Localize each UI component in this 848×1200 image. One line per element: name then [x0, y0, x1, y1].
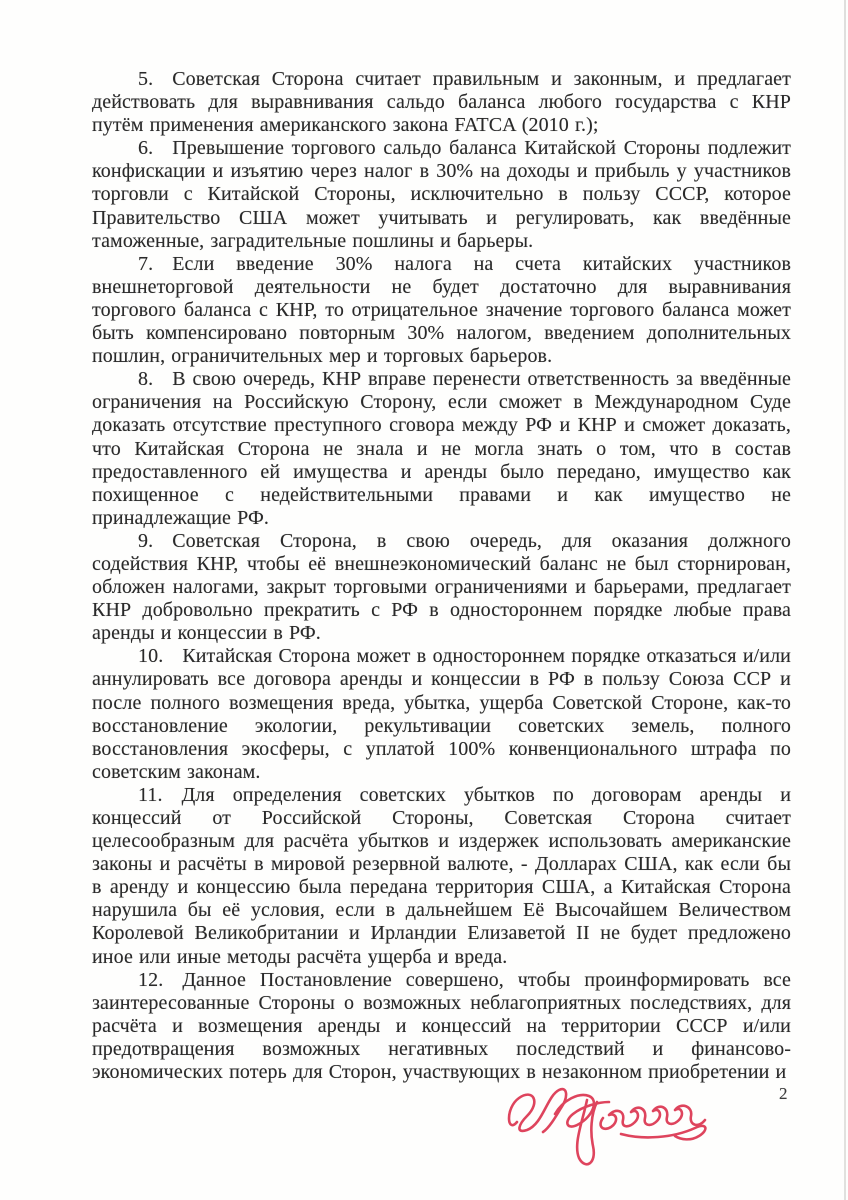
paragraph-text: Если введение 30% налога на счета китайских участников внешнеторговой деятельности не будет достаточно для выравнивания торгового баланса с КНР, то отрицательное значение торгового баланса может быть компенсировано повторным 30% налогом, введением дополнительных пошлин, ограничительных мер и торговых барьеров. [92, 252, 791, 368]
paragraph-text: В свою очередь, КНР вправе перенести ответственность за введённые ограничения на Российскую Сторону, если сможет в Международном Суде доказать отсутствие преступного сговора между РФ и КНР и сможет доказать, что Китайская Сторона не знала и не могла знать о том, что в состав предоставленного ей имущества и аренды было передано, имущество как похищенное с недействительными правами и как имущество не принадлежащие РФ. [92, 368, 791, 529]
paragraph-number: 5. [138, 68, 154, 90]
handwritten-signature [503, 1080, 721, 1172]
paragraph-number: 8. [138, 368, 154, 391]
paragraph-text: Превышение торгового сальдо баланса Китайской Стороны подлежит конфискации и изъятию через налог в 30% на доходы и прибыль у участников торговли с Китайской Стороны, исключительно в пользу СССР, которое Правительство США может учитывать и регулировать, как введённые таможенные, заградительные пошлины и барьеры. [92, 137, 791, 252]
paragraph-number: 11. [138, 783, 163, 806]
paragraph-text: Китайская Сторона может в одностороннем порядке отказаться и/или аннулировать все договора аренды и концессии в РФ в пользу Союза ССР и после полного возмещения вреда, убытка, ущерба Советской Стороне, как-то восстановление экологии, рекультивации советских земель, полного восстановления экосферы, с уплатой 100% конвенционального штрафа по советским законам. [92, 645, 791, 783]
document-body [92, 68, 791, 1084]
paragraph [92, 784, 791, 969]
paragraph-number: 6. [138, 137, 154, 160]
paragraph [92, 68, 791, 137]
scan-edge-line [844, 0, 846, 1200]
paragraph [92, 253, 791, 368]
paragraph-text: Советская Сторона считает правильным и законным, и предлагает действовать для выравнивания сальдо баланса любого государства с КНР путём применения американского закона FATCA (2010 г.); [92, 68, 791, 137]
paragraph [92, 969, 791, 1084]
paragraph-number: 10. [138, 645, 164, 668]
paragraph [92, 530, 791, 645]
paragraph-text: Данное Постановление совершено, чтобы проинформировать все заинтересованные Стороны о возможных неблагоприятных последствиях, для расчёта и возмещения аренды и концессий на территории СССР и/или предотвращения возможных негативных последствий и финансово-экономических потерь для Сторон, участвующих в незаконном приобретении и [92, 968, 791, 1084]
paragraph [92, 645, 791, 784]
paragraph-text: Для определения советских убытков по договорам аренды и концессий от Российской Стороны, Советская Сторона считает целесообразным для расчёта убытков и издержек использовать американские законы и расчёты в мировой резервной валюте, - Долларах США, как если бы в аренду и концессию была передана территория США, а Китайская Сторона нарушила бы её условия, если в дальнейшем Её Высочайшем Величеством Королевой Великобритании и Ирландии Елизаветой II не будет предложено иное или иные методы расчёта ущерба и вреда. [92, 783, 791, 968]
paragraph [92, 368, 791, 530]
paragraph-number: 9. [138, 529, 154, 552]
paragraph-number: 12. [138, 968, 164, 991]
paragraph-number: 7. [138, 252, 154, 275]
signature-ink [509, 1089, 705, 1164]
paragraph-text: Советская Сторона, в свою очередь, для оказания должного содействия КНР, чтобы её внешнеэкономический баланс не был сторнирован, обложен налогами, закрыт торговыми ограничениями и барьерами, предлагает КНР добровольно прекратить с РФ в одностороннем порядке любые права аренды и концессии в РФ. [92, 529, 791, 645]
paragraph [92, 137, 791, 252]
page-number: 2 [779, 1084, 788, 1103]
